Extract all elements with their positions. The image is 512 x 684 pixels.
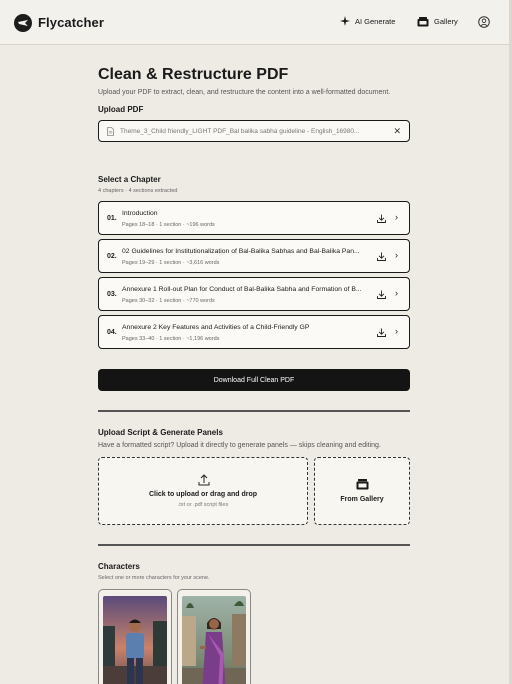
chapter-title: Introduction	[122, 210, 158, 217]
gallery-icon	[356, 478, 369, 490]
dropzone-hint: .txt or .pdf script files	[177, 502, 229, 508]
chevron-right-icon[interactable]: ›	[395, 250, 398, 260]
chapter-item[interactable]	[98, 201, 410, 235]
gallery-icon	[417, 16, 429, 27]
section-divider	[98, 410, 410, 412]
chapter-title: Annexure 1 Roll-out Plan for Conduct of Bal-Balika Sabha and Formation of B...	[122, 286, 362, 293]
page-subtitle: Upload your PDF to extract, clean, and restructure the content into a well-formatted document.	[98, 89, 391, 96]
sparkle-icon	[340, 16, 350, 26]
chapter-number: 01.	[107, 215, 117, 222]
section-divider	[98, 544, 410, 546]
chapter-item[interactable]	[98, 315, 410, 349]
character-card[interactable]	[177, 589, 251, 684]
download-full-pdf-button[interactable]: Download Full Clean PDF	[98, 369, 410, 391]
selected-file-field[interactable]	[98, 120, 410, 142]
upload-script-label: Upload Script & Generate Panels	[98, 428, 223, 437]
page-title: Clean & Restructure PDF	[98, 66, 289, 83]
download-icon[interactable]	[377, 214, 386, 223]
character-card[interactable]	[98, 589, 172, 684]
chevron-right-icon[interactable]: ›	[395, 212, 398, 222]
remove-file-button[interactable]: ✕	[393, 125, 401, 136]
user-icon[interactable]	[478, 16, 490, 28]
file-name: Theme_3_Child friendly_LIGHT PDF_Bal balika sabha guideline - English_16980...	[120, 127, 360, 135]
chapter-item[interactable]	[98, 239, 410, 273]
upload-icon	[198, 474, 210, 486]
chapter-info: Pages 30–32 · 1 section · ~770 words	[122, 298, 215, 304]
download-icon[interactable]	[377, 252, 386, 261]
chapter-title: 02 Guidelines for Institutionalization of Bal-Balika Sabhas and Bal-Balika Pan...	[122, 248, 360, 255]
chapter-number: 02.	[107, 253, 117, 260]
chapter-info: Pages 19–29 · 1 section · ~3,616 words	[122, 260, 220, 266]
chapter-info: Pages 33–40 · 1 section · ~1,196 words	[122, 336, 220, 342]
upload-script-subtitle: Have a formatted script? Upload it directly to generate panels — skips cleaning and editing.	[98, 442, 381, 449]
chevron-right-icon[interactable]: ›	[395, 288, 398, 298]
chapter-title: Annexure 2 Key Features and Activities of a Child-Friendly GP	[122, 324, 310, 331]
select-chapter-label: Select a Chapter	[98, 175, 161, 184]
nav-gallery[interactable]	[417, 16, 458, 27]
file-icon	[107, 127, 114, 136]
chapter-item[interactable]	[98, 277, 410, 311]
chapters-meta: 4 chapters · 4 sections extracted	[98, 188, 178, 194]
from-gallery-label: From Gallery	[340, 496, 384, 503]
download-icon[interactable]	[377, 328, 386, 337]
nav-gallery-label: Gallery	[434, 17, 458, 26]
chapter-info: Pages 18–18 · 1 section · ~196 words	[122, 222, 215, 228]
chapter-number: 04.	[107, 329, 117, 336]
character-portrait-man	[103, 596, 167, 684]
nav-ai-generate-label: AI Generate	[355, 16, 396, 26]
characters-label: Characters	[98, 562, 140, 571]
script-dropzone[interactable]	[98, 457, 308, 525]
chevron-right-icon[interactable]: ›	[395, 326, 398, 336]
from-gallery-button[interactable]	[314, 457, 410, 525]
nav-ai-generate[interactable]	[340, 16, 395, 26]
download-icon[interactable]	[377, 290, 386, 299]
brand-name[interactable]: Flycatcher	[38, 15, 105, 30]
upload-pdf-label: Upload PDF	[98, 105, 144, 114]
dropzone-title: Click to upload or drag and drop	[148, 491, 258, 498]
characters-subtitle: Select one or more characters for your scene.	[98, 575, 210, 581]
flycatcher-logo-icon[interactable]	[14, 14, 32, 32]
character-portrait-woman	[182, 596, 246, 684]
top-navigation-bar	[0, 0, 512, 45]
chapter-number: 03.	[107, 291, 117, 298]
